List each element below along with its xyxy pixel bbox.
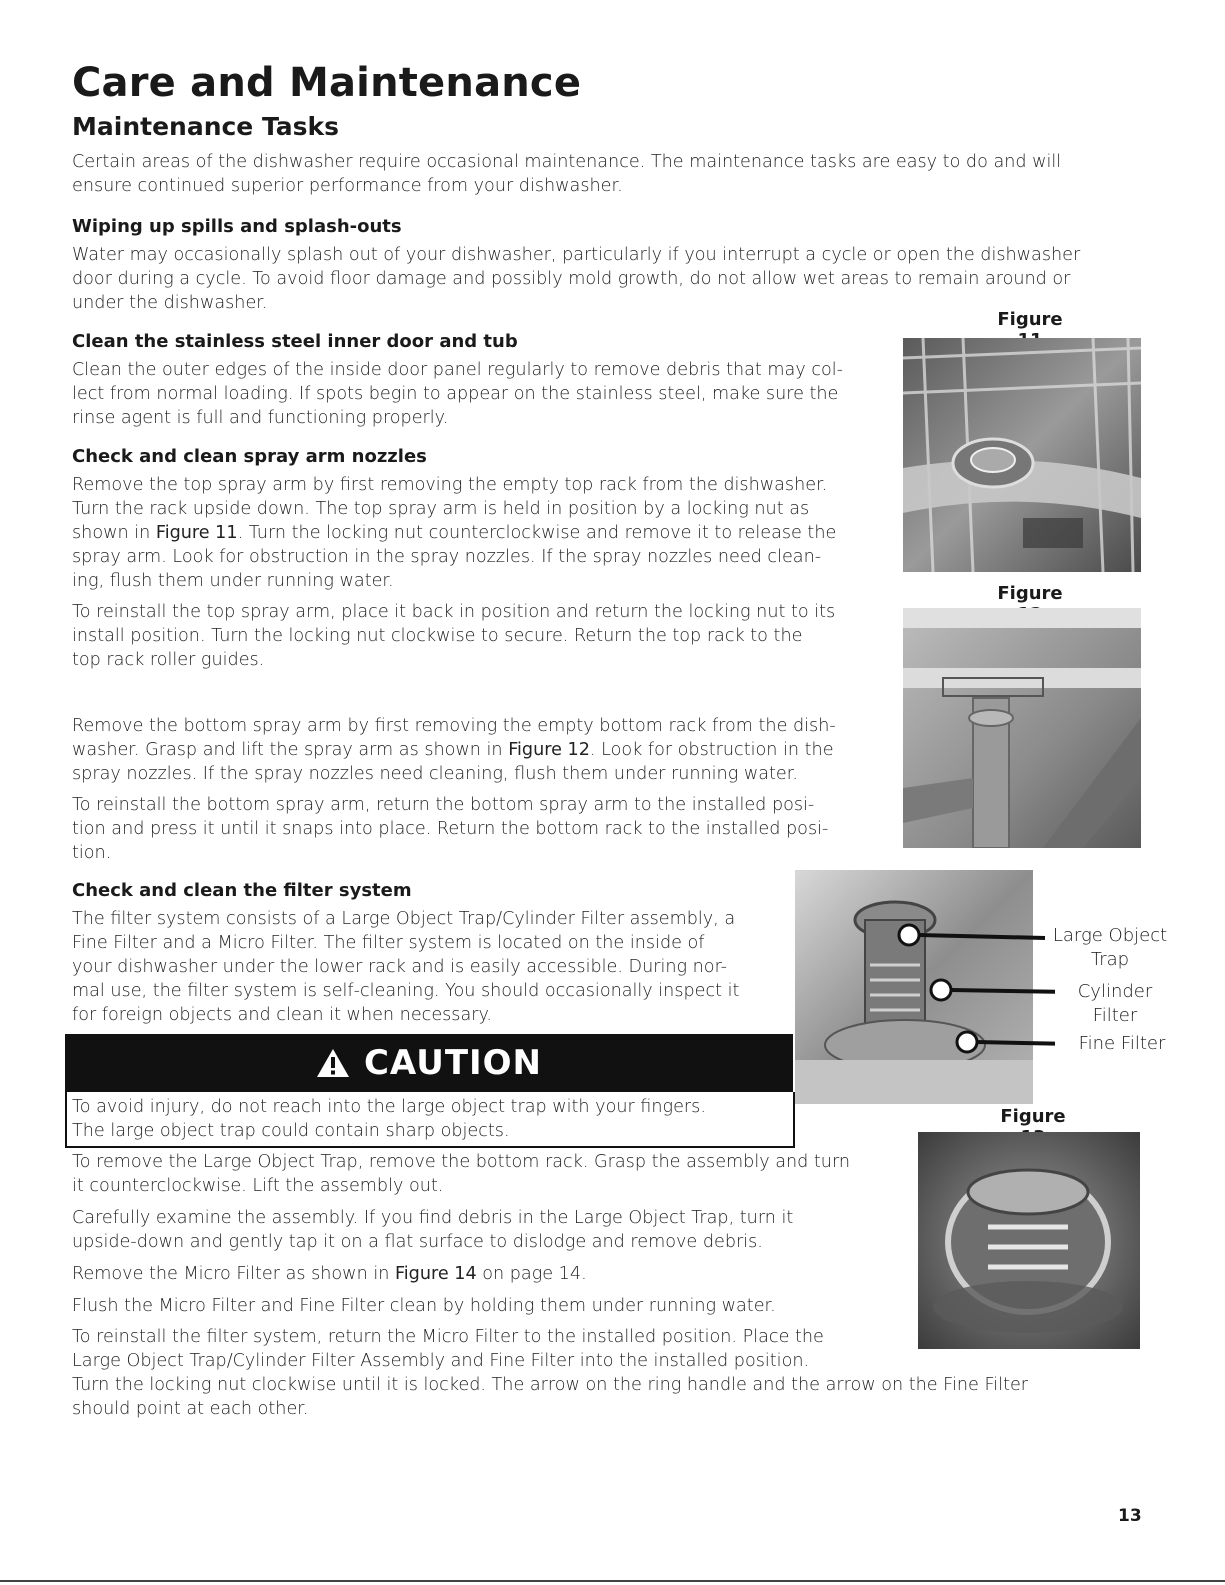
intro-line: Certain areas of the dishwasher require occasional maintenance. The maintenance tasks are easy to do and will bbox=[72, 152, 1062, 172]
text-line: tion. bbox=[72, 843, 112, 863]
figure-11-photo bbox=[903, 338, 1141, 572]
figure-11-label: Figure bbox=[997, 309, 1063, 330]
figure-reference: Figure 11 bbox=[155, 523, 238, 543]
caution-message bbox=[72, 1095, 706, 1143]
filter-paragraph bbox=[72, 907, 739, 1027]
warning-triangle-icon bbox=[316, 1048, 350, 1078]
figure-13-label: Figure bbox=[1000, 1106, 1066, 1127]
text-line: Flush the Micro Filter and Fine Filter clean by holding them under running water. bbox=[72, 1296, 776, 1316]
filter-steps-paragraph-4 bbox=[72, 1294, 776, 1318]
text-line: should point at each other. bbox=[72, 1399, 309, 1419]
text-line: The filter system consists of a Large Object Trap/Cylinder Filter assembly, a bbox=[72, 909, 736, 929]
text-line: spray arm. Look for obstruction in the spray nozzles. If the spray nozzles need clean- bbox=[72, 547, 822, 567]
callout-fine-filter bbox=[1070, 1032, 1174, 1056]
text-line: To reinstall the filter system, return the Micro Filter to the installed position. Place the bbox=[72, 1327, 824, 1347]
figure-12-label: Figure bbox=[997, 583, 1063, 604]
text-line: Turn the rack upside down. The top spray arm is held in position by a locking nut as bbox=[72, 499, 810, 519]
caution-banner bbox=[65, 1034, 793, 1092]
text-line: it counterclockwise. Lift the assembly out. bbox=[72, 1176, 444, 1196]
figure-12-photo bbox=[903, 608, 1141, 848]
text-line: install position. Turn the locking nut clockwise to secure. Return the top rack to the bbox=[72, 626, 803, 646]
callout-text: Large Object bbox=[1052, 925, 1168, 946]
text-line: rinse agent is full and functioning properly. bbox=[72, 408, 449, 428]
text-line bbox=[72, 521, 836, 545]
section-heading-steel: Clean the stainless steel inner door and tub bbox=[72, 331, 518, 352]
text-span: . Look for obstruction in the bbox=[589, 740, 834, 760]
spray-paragraph-4 bbox=[72, 793, 828, 865]
page-title: Care and Maintenance bbox=[72, 60, 582, 106]
text-line: lect from normal loading. If spots begin to appear on the stainless steel, make sure the bbox=[72, 384, 839, 404]
caution-title: CAUTION bbox=[363, 1043, 543, 1083]
text-line: Carefully examine the assembly. If you find debris in the Large Object Trap, turn it bbox=[72, 1208, 794, 1228]
text-line: Water may occasionally splash out of your dishwasher, particularly if you interrupt a cycle or open the dishwasher bbox=[72, 245, 1081, 265]
section-heading-filter: Check and clean the filter system bbox=[72, 880, 412, 901]
text-line: upside-down and gently tap it on a flat surface to dislodge and remove debris. bbox=[72, 1232, 763, 1252]
steel-paragraph bbox=[72, 358, 843, 430]
text-line: Clean the outer edges of the inside door panel regularly to remove debris that may col- bbox=[72, 360, 843, 380]
text-span: shown in bbox=[72, 523, 156, 543]
text-line: ing, flush them under running water. bbox=[72, 571, 394, 591]
text-line: Remove the top spray arm by first removing the empty top rack from the dishwasher. bbox=[72, 475, 828, 495]
text-line: To avoid injury, do not reach into the large object trap with your fingers. bbox=[72, 1097, 706, 1117]
section-heading-spray: Check and clean spray arm nozzles bbox=[72, 446, 427, 467]
text-line: Large Object Trap/Cylinder Filter Assembly and Fine Filter into the installed position. bbox=[72, 1351, 810, 1371]
spray-paragraph-1 bbox=[72, 473, 836, 593]
page-bottom-rule bbox=[0, 1580, 1225, 1582]
figure-reference: Figure 14 bbox=[394, 1264, 477, 1284]
callout-text: Trap bbox=[1090, 949, 1130, 970]
text-line: your dishwasher under the lower rack and is easily accessible. During nor- bbox=[72, 957, 728, 977]
text-line: Remove the bottom spray arm by first removing the empty bottom rack from the dish- bbox=[72, 716, 836, 736]
figure-reference: Figure 12 bbox=[508, 740, 590, 760]
text-span: washer. Grasp and lift the spray arm as shown in bbox=[72, 740, 509, 760]
callout-lines bbox=[895, 920, 1055, 1060]
spray-paragraph-3 bbox=[72, 714, 836, 786]
text-line: To remove the Large Object Trap, remove the bottom rack. Grasp the assembly and turn bbox=[72, 1152, 851, 1172]
callout-text: Filter bbox=[1092, 1005, 1138, 1026]
text-line: Fine Filter and a Micro Filter. The filter system is located on the inside of bbox=[72, 933, 705, 953]
text-line: To reinstall the bottom spray arm, return the bottom spray arm to the installed posi- bbox=[72, 795, 815, 815]
callout-text: Fine Filter bbox=[1078, 1033, 1166, 1054]
text-line: under the dishwasher. bbox=[72, 293, 268, 313]
page-number: 13 bbox=[1118, 1506, 1142, 1526]
text-line: mal use, the filter system is self-cleaning. You should occasionally inspect it bbox=[72, 981, 740, 1001]
callout-cylinder-filter bbox=[1065, 980, 1165, 1028]
figure-13-photo bbox=[918, 1132, 1140, 1349]
text-span: on page 14. bbox=[476, 1264, 587, 1284]
text-line: top rack roller guides. bbox=[72, 650, 265, 670]
text-line bbox=[72, 738, 836, 762]
text-line: Turn the locking nut clockwise until it is locked. The arrow on the ring handle and the arrow on the Fine Filter bbox=[72, 1375, 1029, 1395]
page-subtitle: Maintenance Tasks bbox=[72, 112, 340, 141]
callout-large-object-trap bbox=[1045, 924, 1175, 972]
text-span: . Turn the locking nut counterclockwise and remove it to release the bbox=[237, 523, 837, 543]
intro-line: ensure continued superior performance from your dishwasher. bbox=[72, 176, 623, 196]
filter-steps-paragraph-2 bbox=[72, 1206, 793, 1254]
text-span: Remove the Micro Filter as shown in bbox=[72, 1264, 395, 1284]
text-line: door during a cycle. To avoid floor damage and possibly mold growth, do not allow wet areas to remain around or bbox=[72, 269, 1071, 289]
text-line: for foreign objects and clean it when necessary. bbox=[72, 1005, 492, 1025]
text-line: The large object trap could contain sharp objects. bbox=[72, 1121, 510, 1141]
filter-steps-paragraph-1 bbox=[72, 1150, 850, 1198]
spray-paragraph-2 bbox=[72, 600, 835, 672]
intro-paragraph bbox=[72, 150, 1061, 198]
callout-text: Cylinder bbox=[1077, 981, 1153, 1002]
section-heading-spills: Wiping up spills and splash-outs bbox=[72, 216, 402, 237]
text-line: spray nozzles. If the spray nozzles need cleaning, flush them under running water. bbox=[72, 764, 798, 784]
text-line: tion and press it until it snaps into place. Return the bottom rack to the installed posi- bbox=[72, 819, 829, 839]
text-line bbox=[72, 1262, 587, 1286]
filter-steps-paragraph-5 bbox=[72, 1325, 1028, 1421]
spills-paragraph bbox=[72, 243, 1080, 315]
filter-steps-paragraph-3 bbox=[72, 1262, 587, 1286]
text-line: To reinstall the top spray arm, place it back in position and return the locking nut to its bbox=[72, 602, 836, 622]
